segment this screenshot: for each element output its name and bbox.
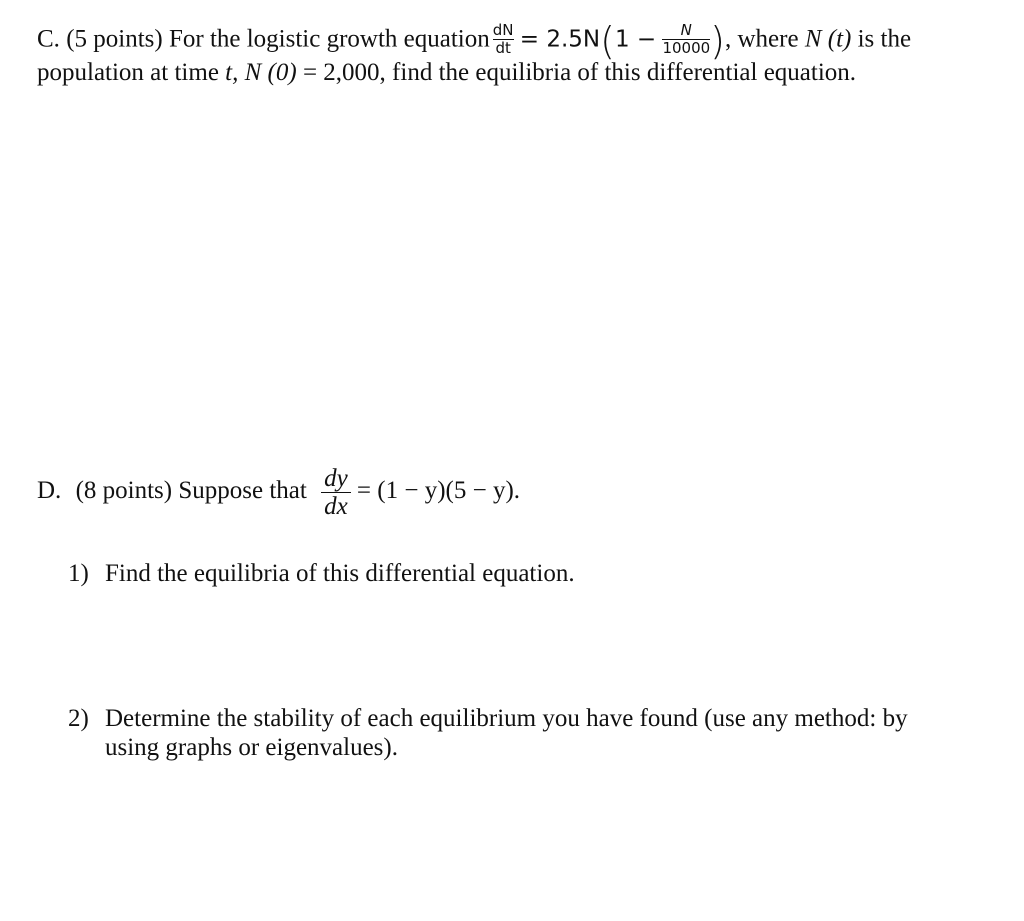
part-d-item-1-number: 1) (68, 560, 89, 587)
part-c-line-1 (37, 19, 912, 63)
part-d-line (37, 466, 520, 519)
part-d-item-2-text-line-2: using graphs or eigenvalues). (105, 734, 398, 761)
part-d-item-2-text-line-1: Determine the stability of each equilibrium you have found (use any method: by (105, 705, 908, 732)
part-d-derivative-denominator: dx (324, 493, 348, 520)
part-c-line2-start: population at time (37, 59, 219, 86)
part-c-after-eq: , where (724, 25, 799, 53)
part-c-close-paren: ) (710, 19, 725, 63)
part-c-line-2 (37, 60, 856, 85)
part-d-item-1 (68, 561, 575, 586)
part-c-inner-numerator: N (680, 20, 692, 39)
part-c-function: N (t) (804, 25, 852, 53)
part-c-intro: For the logistic growth equation (168, 25, 490, 53)
part-c-label: C. (37, 25, 60, 53)
part-c-derivative-denominator: dt (495, 38, 511, 57)
part-c-points: (5 points) (66, 25, 163, 53)
part-c-open-paren: ( (600, 19, 615, 63)
part-c-inner-denominator: 10000 (662, 38, 711, 57)
part-d-label: D. (37, 477, 62, 505)
part-c-rhs-start: = 2.5N (519, 26, 601, 53)
part-c-line1-end: is the (857, 25, 912, 53)
part-d-item-1-text: Find the equilibria of this differential equation. (105, 560, 575, 587)
part-c-one-minus: 1 − (614, 26, 657, 53)
part-c-derivative (492, 20, 514, 57)
part-d-derivative (321, 466, 351, 519)
part-d-item-2-continuation (105, 735, 398, 760)
part-d-item-2-number: 2) (68, 705, 89, 732)
part-d-rhs: = (1 − y)(5 − y). (356, 477, 521, 505)
part-d-item-2 (68, 706, 908, 731)
part-c-initial-condition: N (0) (244, 59, 297, 86)
part-c-line2-end: = 2,000, find the equilibria of this differential equation. (302, 59, 857, 86)
part-c-inner-fraction (662, 20, 711, 57)
part-d-points: (8 points) (75, 477, 173, 505)
part-d-intro: Suppose that (178, 477, 307, 505)
part-c-derivative-numerator: dN (492, 20, 514, 39)
part-c-t-variable: t, (225, 59, 239, 86)
part-d-derivative-numerator: dy (324, 465, 348, 492)
